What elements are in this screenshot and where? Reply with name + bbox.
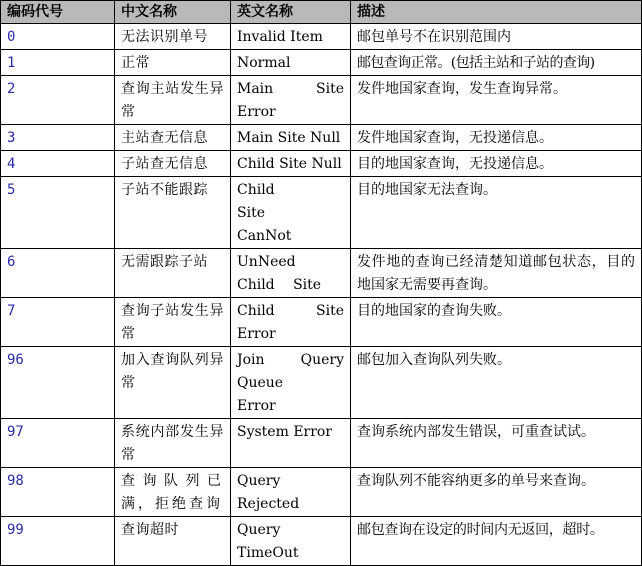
code-cell: 6	[1, 249, 115, 298]
code-cell: 5	[1, 177, 115, 249]
en-name-cell: Main Site Null	[231, 125, 351, 151]
description-cell: 查询系统内部发生错误，可重查试试。	[351, 419, 642, 468]
description-cell: 查询队列不能容纳更多的单号来查询。	[351, 468, 642, 517]
description-cell: 邮包单号不在识别范围内	[351, 24, 642, 50]
table-row	[1, 249, 642, 298]
zh-name-cell: 子站不能跟踪	[115, 177, 231, 249]
zh-name-cell: 无需跟踪子站	[115, 249, 231, 298]
description-cell: 邮包查询在设定的时间内无返回，超时。	[351, 517, 642, 566]
table-row	[1, 76, 642, 125]
description-cell: 目的地国家的查询失败。	[351, 298, 642, 347]
en-name-cell: Child Site Null	[231, 151, 351, 177]
table-row	[1, 517, 642, 566]
table-row	[1, 24, 642, 50]
header-en-name: 英文名称	[231, 1, 351, 24]
en-name-cell: Query TimeOut	[231, 517, 351, 566]
zh-name-cell: 加入查询队列异常	[115, 347, 231, 419]
description-cell: 邮包查询正常。(包括主站和子站的查询)	[351, 50, 642, 76]
zh-name-cell: 查询队列已满，拒绝查询	[115, 468, 231, 517]
en-name-cell: Join Query Queue Error	[231, 347, 351, 419]
code-cell: 96	[1, 347, 115, 419]
table-header-row	[1, 1, 642, 24]
zh-name-cell: 查询子站发生异常	[115, 298, 231, 347]
code-cell: 7	[1, 298, 115, 347]
header-zh-name: 中文名称	[115, 1, 231, 24]
description-cell: 目的地国家无法查询。	[351, 177, 642, 249]
zh-name-cell: 主站查无信息	[115, 125, 231, 151]
en-name-cell: Query Rejected	[231, 468, 351, 517]
table-row	[1, 347, 642, 419]
code-cell: 98	[1, 468, 115, 517]
code-cell: 97	[1, 419, 115, 468]
zh-name-cell: 查询主站发生异常	[115, 76, 231, 125]
description-cell: 发件地国家查询，发生查询异常。	[351, 76, 642, 125]
zh-name-cell: 查询超时	[115, 517, 231, 566]
code-cell: 4	[1, 151, 115, 177]
description-cell: 邮包加入查询队列失败。	[351, 347, 642, 419]
zh-name-cell: 正常	[115, 50, 231, 76]
code-cell: 3	[1, 125, 115, 151]
en-name-cell: Normal	[231, 50, 351, 76]
table-row	[1, 419, 642, 468]
description-cell: 发件地的查询已经清楚知道邮包状态，目的地国家无需要再查询。	[351, 249, 642, 298]
en-name-cell: Child Site CanNot	[231, 177, 351, 249]
zh-name-cell: 无法识别单号	[115, 24, 231, 50]
en-name-cell: UnNeed Child Site	[231, 249, 351, 298]
en-name-cell: Child Site Error	[231, 298, 351, 347]
zh-name-cell: 系统内部发生异常	[115, 419, 231, 468]
description-cell: 目的地国家查询，无投递信息。	[351, 151, 642, 177]
table-row	[1, 125, 642, 151]
table-row	[1, 177, 642, 249]
code-cell: 0	[1, 24, 115, 50]
en-name-cell: Main Site Error	[231, 76, 351, 125]
description-cell: 发件地国家查询，无投递信息。	[351, 125, 642, 151]
table-row	[1, 50, 642, 76]
zh-name-cell: 子站查无信息	[115, 151, 231, 177]
en-name-cell: Invalid Item	[231, 24, 351, 50]
table-row	[1, 151, 642, 177]
table-row	[1, 298, 642, 347]
table-row	[1, 468, 642, 517]
en-name-cell: System Error	[231, 419, 351, 468]
code-cell: 2	[1, 76, 115, 125]
code-cell: 99	[1, 517, 115, 566]
header-code: 编码代号	[1, 1, 115, 24]
header-description: 描述	[351, 1, 642, 24]
code-cell: 1	[1, 50, 115, 76]
